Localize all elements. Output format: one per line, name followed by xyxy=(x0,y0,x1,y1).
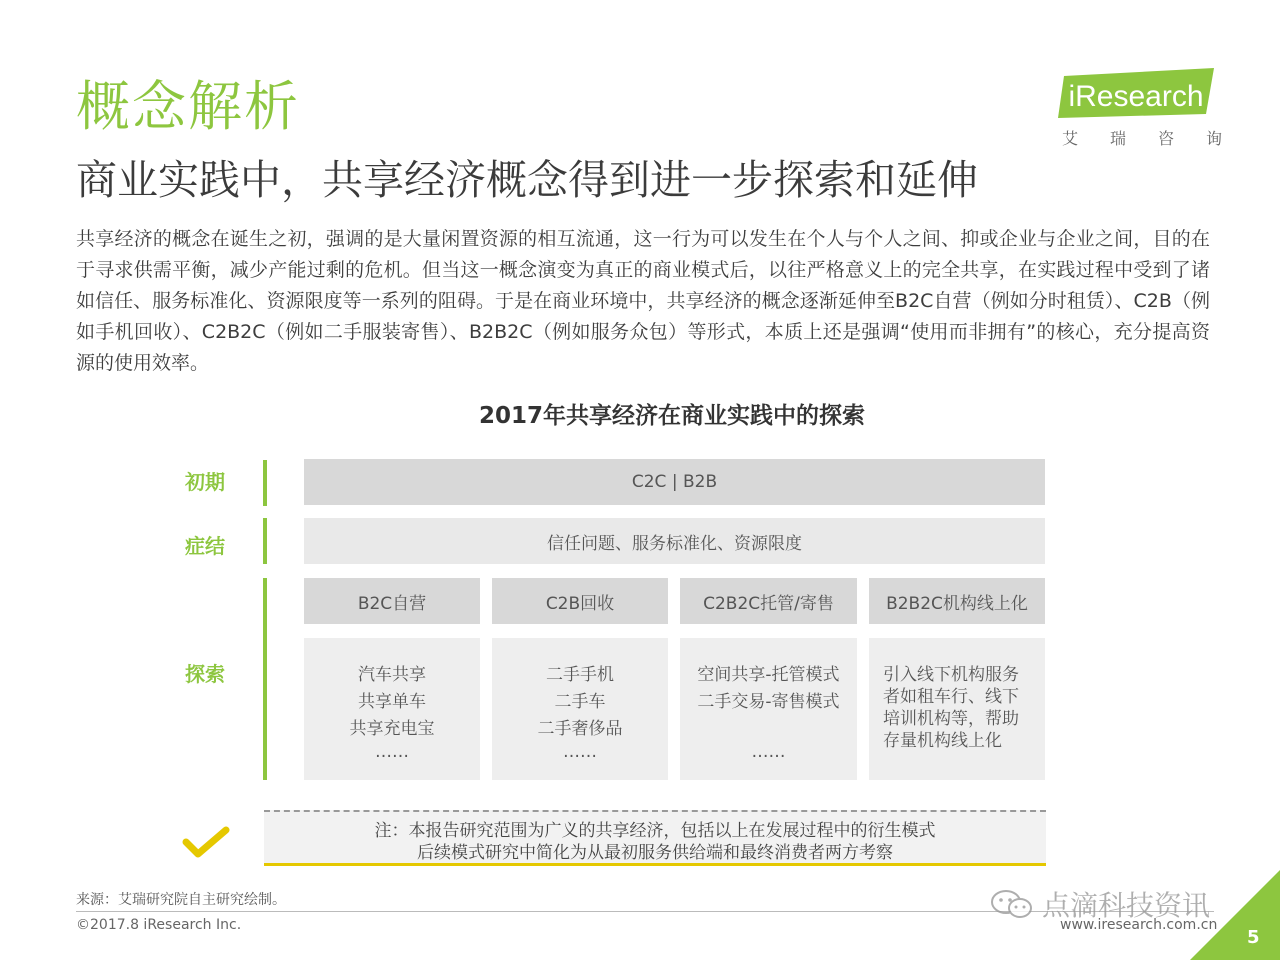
copyright-text: ©2017.8 iResearch Inc. xyxy=(76,917,242,933)
wechat-icon xyxy=(990,889,1034,919)
check-icon xyxy=(182,824,230,860)
cell-line: 二手车 xyxy=(554,692,606,712)
column-header: B2C自营 xyxy=(304,578,480,624)
cell-line: …… xyxy=(751,742,786,762)
note-line: 后续模式研究中简化为从最初服务供给端和最终消费者两方考察 xyxy=(417,843,893,863)
page-corner xyxy=(1190,870,1280,960)
logo-brand-text: iResearch xyxy=(1068,80,1204,113)
cell-line: 空间共享-托管模式 xyxy=(697,665,840,685)
stage-bar xyxy=(263,460,267,506)
cell-line: …… xyxy=(375,742,409,762)
note-box xyxy=(264,810,1046,866)
stage-bar xyxy=(263,578,267,780)
diagram-title: 2017年共享经济在商业实践中的探索 xyxy=(478,403,865,429)
column-cell xyxy=(680,638,857,780)
column-header: C2B回收 xyxy=(492,578,668,624)
logo-char: 瑞 xyxy=(1109,129,1126,148)
column-cell: 引入线下机构服务者如租车行、线下培训机构等，帮助存量机构线上化 xyxy=(869,638,1045,780)
cell-line: 共享充电宝 xyxy=(349,719,435,739)
logo-char: 询 xyxy=(1205,129,1222,148)
note-line: 注：本报告研究范围为广义的共享经济，包括以上在发展过程中的衍生模式 xyxy=(374,821,936,841)
stage-label-symptom: 症结 xyxy=(185,534,225,558)
column-cell xyxy=(304,638,480,780)
page-title: 概念解析 xyxy=(76,75,300,138)
page-number: 5 xyxy=(1247,927,1260,948)
stage-label-explore: 探索 xyxy=(185,662,225,686)
cell-line: …… xyxy=(563,742,597,762)
stage-box-symptom: 信任问题、服务标准化、资源限度 xyxy=(304,518,1045,564)
logo-char: 咨 xyxy=(1157,129,1174,148)
cell-line: 二手交易-寄售模式 xyxy=(697,692,840,712)
cell-line: 共享单车 xyxy=(358,692,426,712)
column-header: C2B2C托管/寄售 xyxy=(680,578,857,624)
cell-line xyxy=(680,716,857,743)
logo-banner-icon xyxy=(1056,68,1226,128)
watermark-text: 点滴科技资讯 xyxy=(1042,889,1211,922)
stage-box-initial: C2C | B2B xyxy=(304,459,1045,505)
website-text: www.iresearch.com.cn xyxy=(1060,917,1218,933)
page-subtitle: 商业实践中，共享经济概念得到进一步探索和延伸 xyxy=(76,156,978,204)
cell-line: 二手手机 xyxy=(546,665,614,685)
column-header: B2B2C机构线上化 xyxy=(869,578,1045,624)
logo-cn-text xyxy=(1062,126,1222,149)
column-cell xyxy=(492,638,668,780)
stage-label-initial: 初期 xyxy=(185,470,225,494)
logo-char: 艾 xyxy=(1062,129,1079,148)
cell-line: 二手奢侈品 xyxy=(537,719,623,739)
watermark xyxy=(990,884,1210,924)
stage-bar xyxy=(263,518,267,564)
cell-line: 汽车共享 xyxy=(358,665,426,685)
source-text: 来源：艾瑞研究院自主研究绘制。 xyxy=(76,892,286,908)
intro-paragraph: 共享经济的概念在诞生之初，强调的是大量闲置资源的相互流通，这一行为可以发生在个人与个人之间、抑或企业与企业之间，目的在于寻求供需平衡，减少产能过剩的危机。但当这一概念演变为真正的商业模式后，以往严格意义上的完全共享，在实践过程中受到了诸如信任、服务标准化、资源限度等一系列的阻碍。于是在商业环境中，共享经济的概念逐渐延伸至B2C自营（例如分时租赁）、C2B（例如手机回收）、C2B2C（例如二手服装寄售）、B2B2C（例如服务众包）等形式，本质上还是强调“使用而非拥有”的核心，充分提高资源的使用效率。 xyxy=(76,228,1210,374)
